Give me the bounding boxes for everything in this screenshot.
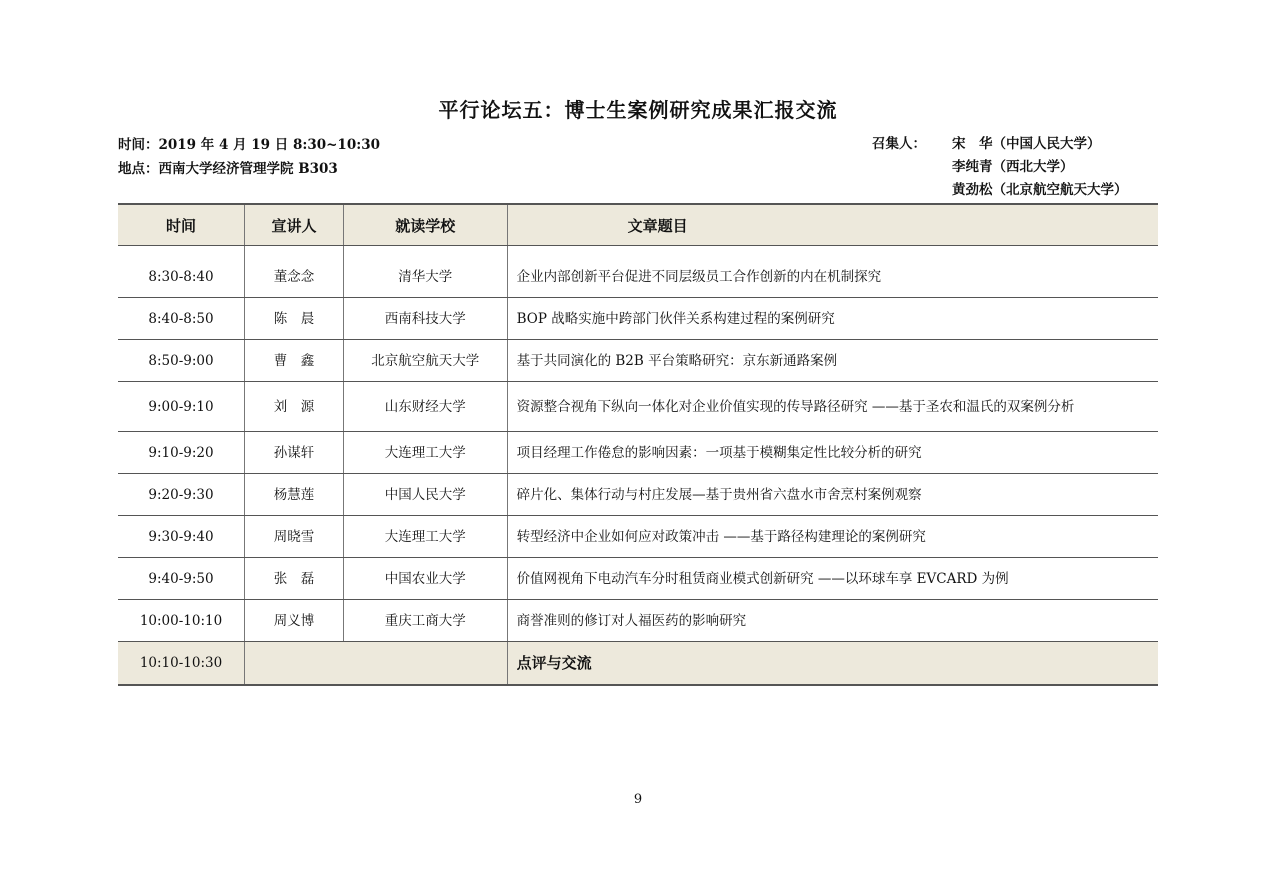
row-topic: 转型经济中企业如何应对政策冲击 ——基于路径构建理论的案例研究	[507, 516, 1158, 558]
row-speaker: 刘 源	[245, 382, 344, 432]
row-school: 中国农业大学	[343, 558, 507, 600]
page-number: 9	[633, 792, 643, 807]
row-topic: 价值网视角下电动汽车分时租赁商业模式创新研究 ——以环球车享 EVCARD 为例	[507, 558, 1158, 600]
header-school: 就读学校	[343, 204, 507, 246]
row-speaker: 周晓雪	[245, 516, 344, 558]
row-school: 大连理工大学	[343, 516, 507, 558]
summary-spacer	[245, 642, 508, 686]
table-row	[118, 600, 1158, 642]
row-topic: 资源整合视角下纵向一体化对企业价值实现的传导路径研究 ——基于圣农和温氏的双案例分析	[507, 382, 1158, 432]
row-topic: BOP 战略实施中跨部门伙伴关系构建过程的案例研究	[507, 298, 1158, 340]
table-row	[118, 516, 1158, 558]
conveners-label: 召集人：	[872, 136, 926, 152]
schedule-table	[118, 203, 1158, 686]
session-info	[118, 133, 380, 181]
row-school: 中国人民大学	[343, 474, 507, 516]
table-row	[118, 256, 1158, 298]
table-row	[118, 298, 1158, 340]
row-school: 北京航空航天大学	[343, 340, 507, 382]
row-speaker: 陈 晨	[245, 298, 344, 340]
row-time: 9:40-9:50	[118, 558, 245, 600]
table-row	[118, 432, 1158, 474]
header-speaker: 宣讲人	[245, 204, 344, 246]
row-speaker: 曹 鑫	[245, 340, 344, 382]
convener-name: 黄劲松（北京航空航天大学）	[952, 182, 1128, 198]
convener-name: 宋 华（中国人民大学）	[952, 136, 1101, 152]
summary-row	[118, 642, 1158, 686]
table-row	[118, 474, 1158, 516]
header-topic: 文章题目	[507, 204, 1158, 246]
summary-time: 10:10-10:30	[118, 642, 245, 686]
row-speaker: 董念念	[245, 256, 344, 298]
table-row	[118, 382, 1158, 432]
row-time: 8:50-9:00	[118, 340, 245, 382]
row-topic: 碎片化、集体行动与村庄发展—基于贵州省六盘水市舍烹村案例观察	[507, 474, 1158, 516]
row-time: 8:30-8:40	[118, 256, 245, 298]
table-row	[118, 340, 1158, 382]
conveners-block	[872, 133, 1128, 202]
row-school: 山东财经大学	[343, 382, 507, 432]
row-school: 西南科技大学	[343, 298, 507, 340]
row-time: 8:40-8:50	[118, 298, 245, 340]
row-topic: 企业内部创新平台促进不同层级员工合作创新的内在机制探究	[507, 256, 1158, 298]
header-time: 时间	[118, 204, 245, 246]
row-time: 9:00-9:10	[118, 382, 245, 432]
row-time: 9:20-9:30	[118, 474, 245, 516]
summary-text: 点评与交流	[507, 642, 1158, 686]
page-title: 平行论坛五：博士生案例研究成果汇报交流	[438, 98, 838, 122]
table-header-row	[118, 204, 1158, 246]
row-time: 9:10-9:20	[118, 432, 245, 474]
session-location: 地点：西南大学经济管理学院 B303	[118, 161, 338, 177]
row-topic: 基于共同演化的 B2B 平台策略研究：京东新通路案例	[507, 340, 1158, 382]
row-school: 大连理工大学	[343, 432, 507, 474]
row-topic: 项目经理工作倦怠的影响因素：一项基于模糊集定性比较分析的研究	[507, 432, 1158, 474]
session-time: 时间：2019 年 4 月 19 日 8:30~10:30	[118, 137, 380, 153]
row-time: 9:30-9:40	[118, 516, 245, 558]
row-school: 清华大学	[343, 256, 507, 298]
row-school: 重庆工商大学	[343, 600, 507, 642]
row-speaker: 杨慧莲	[245, 474, 344, 516]
row-speaker: 孙谋轩	[245, 432, 344, 474]
table-row	[118, 558, 1158, 600]
row-topic: 商誉准则的修订对人福医药的影响研究	[507, 600, 1158, 642]
convener-name: 李纯青（西北大学）	[952, 159, 1074, 175]
row-time: 10:00-10:10	[118, 600, 245, 642]
row-speaker: 张 磊	[245, 558, 344, 600]
row-speaker: 周义博	[245, 600, 344, 642]
